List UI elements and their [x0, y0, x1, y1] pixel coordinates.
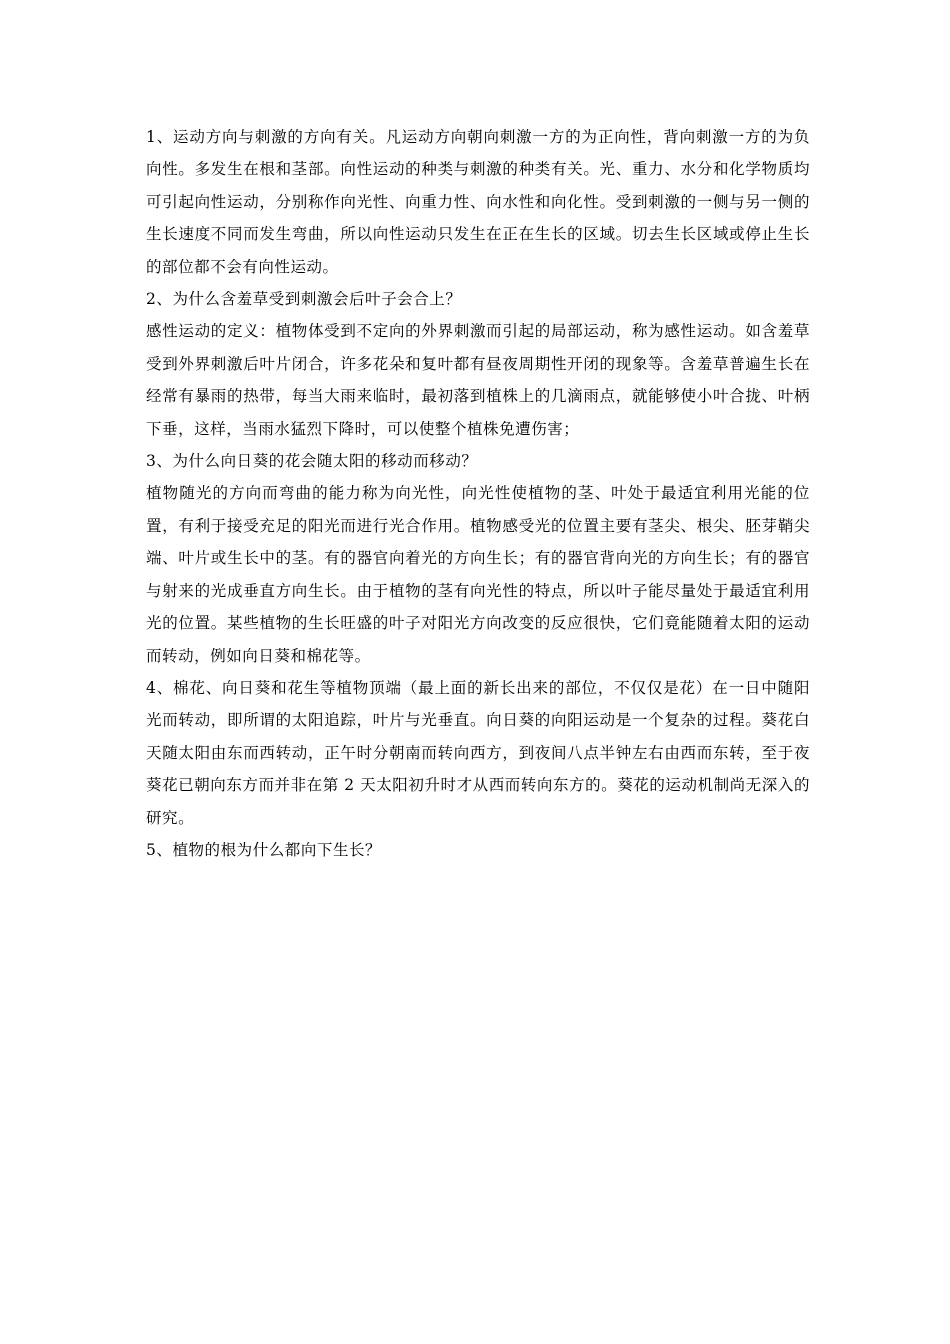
paragraph-phototropism: 植物随光的方向而弯曲的能力称为向光性，向光性使植物的茎、叶处于最适宜利用光能的位置，有利于接受充足的阳光而进行光合作用。植物感受光的位置主要有茎尖、根尖、胚芽鞘尖端、叶片或生长中的茎。有的器官向着光的方向生长；有的器官背向光的方向生长；有的器官与射来的光成垂直方向生长。由于植物的茎有向光性的特点，所以叶子能尽量处于最适宜利用光的位置。某些植物的生长旺盛的叶子对阳光方向改变的反应很快，它们竟能随着太阳的运动而转动，例如向日葵和棉花等。: [146, 484, 810, 665]
paragraph-4-sun-tracking: 4、棉花、向日葵和花生等植物顶端（最上面的新长出来的部位，不仅仅是花）在一日中随阳光而转动，即所谓的太阳追踪，叶片与光垂直。向日葵的向阳运动是一个复杂的过程。葵花白天随太阳由东而西转动，正午时分朝南而转向西方，到夜间八点半钟左右由西而东转，至于夜葵花已朝向东方而并非在第 2 天太阳初升时才从西而转向东方的。葵花的运动机制尚无深入的研究。: [146, 678, 810, 827]
question-3-sunflower: 3、为什么向日葵的花会随太阳的移动而移动？: [146, 452, 478, 471]
paragraph-nastic-movement: 感性运动的定义：植物体受到不定向的外界刺激而引起的局部运动，称为感性运动。如含羞草受到外界刺激后叶片闭合，许多花朵和复叶都有昼夜周期性开闭的现象等。含羞草普遍生长在经常有暴雨的热带，每当大雨来临时，最初落到植株上的几滴雨点，就能够使小叶合拢、叶柄下垂，这样，当雨水猛烈下降时，可以使整个植株免遭伤害；: [146, 322, 810, 438]
question-5-roots: 5、植物的根为什么都向下生长？: [146, 840, 382, 859]
document-page: [146, 121, 810, 866]
question-2-mimosa: 2、为什么含羞草受到刺激会后叶子会合上？: [146, 290, 462, 309]
paragraph-1-tropism-direction: 1、运动方向与刺激的方向有关。凡运动方向朝向刺激一方的为正向性，背向刺激一方的为负向性。多发生在根和茎部。向性运动的种类与刺激的种类有关。光、重力、水分和化学物质均可引起向性运动，分别称作向光性、向重力性、向水性和向化性。受到刺激的一侧与另一侧的生长速度不同而发生弯曲，所以向性运动只发生在正在生长的区域。切去生长区域或停止生长的部位都不会有向性运动。: [146, 128, 810, 276]
